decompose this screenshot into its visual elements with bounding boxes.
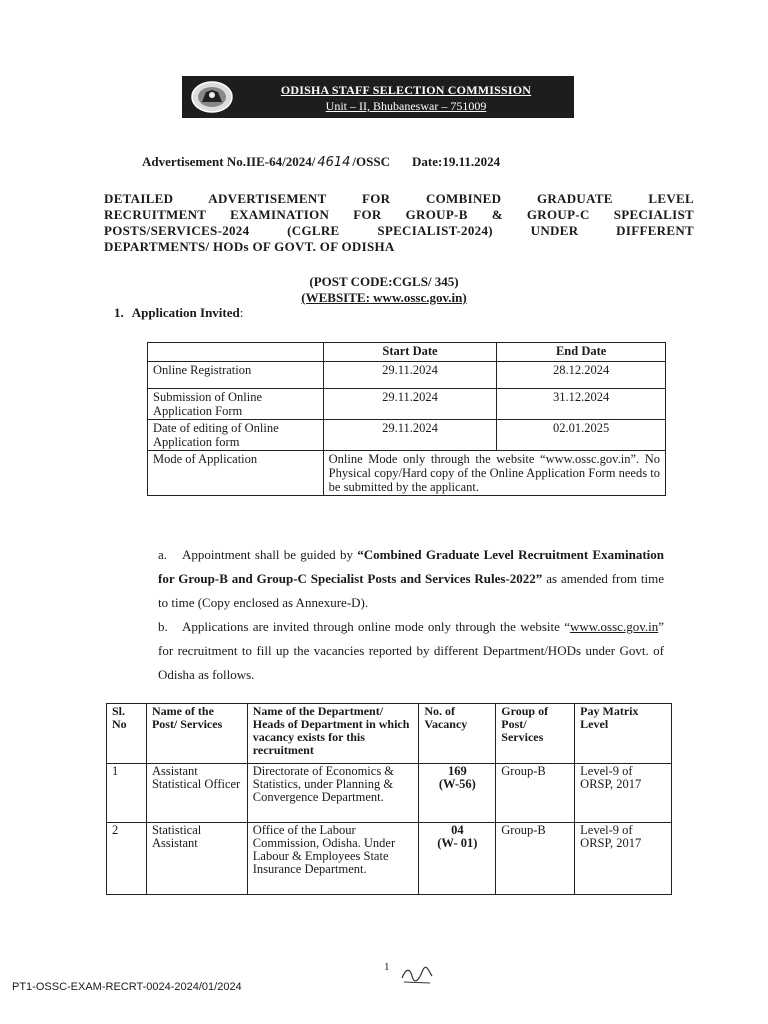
signature-icon	[400, 964, 434, 986]
serial-number: 1	[107, 764, 147, 823]
end-date: 28.12.2024	[497, 362, 666, 389]
footer-code: PT1-OSSC-EXAM-RECRT-0024-2024/01/2024	[12, 981, 242, 993]
row-label: Date of editing of Online Application form	[148, 420, 324, 451]
row-label: Mode of Application	[148, 451, 324, 496]
table-header-cell: End Date	[497, 343, 666, 362]
title-line: DEPARTMENTS/ HODs OF GOVT. OF ODISHA	[104, 239, 395, 254]
page-number: 1	[384, 961, 390, 973]
emblem-icon	[190, 80, 234, 114]
table-row	[148, 362, 666, 389]
post-name: Statistical Assistant	[146, 823, 247, 895]
section-number: 1.	[114, 305, 124, 320]
advertisement-line	[142, 154, 500, 170]
start-date: 29.11.2024	[323, 362, 497, 389]
section-label: Application Invited	[131, 305, 240, 320]
title-line: POSTS/SERVICES-2024 (CGLRE SPECIALIST-2024) UNDER DIFFERENT	[104, 223, 694, 238]
vacancy-women: (W- 01)	[437, 836, 478, 850]
table-header-cell	[148, 343, 324, 362]
title-line: DETAILED ADVERTISEMENT FOR COMBINED GRADUATE LEVEL	[104, 191, 694, 206]
paragraph-a	[158, 543, 664, 615]
table-header-cell: Pay Matrix Level	[575, 704, 672, 764]
mode-of-application-text: Online Mode only through the website “www.ossc.gov.in”. No Physical copy/Hard copy of the Online Application Form needs to be submitted by the applicant.	[323, 451, 665, 496]
group-of-post: Group-B	[496, 823, 575, 895]
paragraph-text: as amended from time to time (Copy enclosed as Annexure-D).	[158, 571, 664, 610]
page-title	[104, 191, 694, 255]
advertisement-suffix: /OSSC	[352, 154, 390, 169]
pay-level: Level-9 of ORSP, 2017	[575, 764, 672, 823]
table-header-cell: Name of the Department/ Heads of Department in which vacancy exists for this recruitment	[247, 704, 419, 764]
post-code: (POST CODE:CGLS/ 345)	[309, 274, 459, 289]
paragraph-b	[158, 615, 664, 687]
handwritten-number: 4614	[317, 155, 351, 170]
table-row	[107, 764, 672, 823]
row-label: Submission of Online Application Form	[148, 389, 324, 420]
org-unit: Unit – II, Bhubaneswar – 751009	[325, 99, 487, 113]
row-label: Online Registration	[148, 362, 324, 389]
department-name: Office of the Labour Commission, Odisha. Under Labour & Employees State Insurance Department.	[247, 823, 419, 895]
table-header-cell: Sl. No	[107, 704, 147, 764]
group-of-post: Group-B	[496, 764, 575, 823]
table-header-row	[107, 704, 672, 764]
title-line: RECRUITMENT EXAMINATION FOR GROUP-B & GROUP-C SPECIALIST	[104, 207, 694, 222]
vacancy-total: 169	[447, 764, 467, 778]
end-date: 02.01.2025	[497, 420, 666, 451]
serial-number: 2	[107, 823, 147, 895]
vacancy-count	[419, 823, 496, 895]
post-name: Assistant Statistical Officer	[146, 764, 247, 823]
paragraph-text: ” for recruitment to fill up the vacancies reported by different Department/HODs under Govt. of Odisha as follows.	[158, 619, 664, 682]
paragraph-label: a.	[158, 547, 168, 562]
table-header-row	[148, 343, 666, 362]
table-row	[107, 823, 672, 895]
section-heading	[114, 305, 243, 321]
table-row	[148, 389, 666, 420]
table-row	[148, 451, 666, 496]
paragraph-text: Applications are invited through online mode only through the website “	[182, 619, 570, 634]
end-date: 31.12.2024	[497, 389, 666, 420]
section-colon: :	[239, 305, 244, 320]
schedule-table	[147, 342, 666, 496]
table-header-cell: Start Date	[323, 343, 497, 362]
department-name: Directorate of Economics & Statistics, under Planning & Convergence Department.	[247, 764, 419, 823]
start-date: 29.11.2024	[323, 389, 497, 420]
website-link-inline[interactable]: www.ossc.gov.in	[569, 619, 659, 634]
vacancy-total: 04	[451, 823, 464, 837]
advertisement-prefix: Advertisement No.IIE-64/2024/	[142, 154, 316, 169]
vacancy-women: (W-56)	[438, 777, 476, 791]
table-row	[148, 420, 666, 451]
table-header-cell: Name of the Post/ Services	[146, 704, 247, 764]
pay-level: Level-9 of ORSP, 2017	[575, 823, 672, 895]
paragraph-text: Appointment shall be guided by	[182, 547, 358, 562]
advertisement-date: Date:19.11.2024	[412, 154, 501, 169]
rules-reference: “Combined Graduate Level Recruitment Examination for Group-B and Group-C Specialist Posts and Services Rules-2022”	[158, 547, 665, 586]
table-header-cell: Group of Post/ Services	[496, 704, 575, 764]
start-date: 29.11.2024	[323, 420, 497, 451]
vacancy-table	[106, 703, 672, 895]
table-header-cell: No. of Vacancy	[419, 704, 496, 764]
website-link[interactable]: (WEBSITE: www.ossc.gov.in)	[301, 290, 467, 305]
paragraph-label: b.	[158, 619, 168, 634]
vacancy-count	[419, 764, 496, 823]
org-name: ODISHA STAFF SELECTION COMMISSION	[280, 83, 532, 97]
